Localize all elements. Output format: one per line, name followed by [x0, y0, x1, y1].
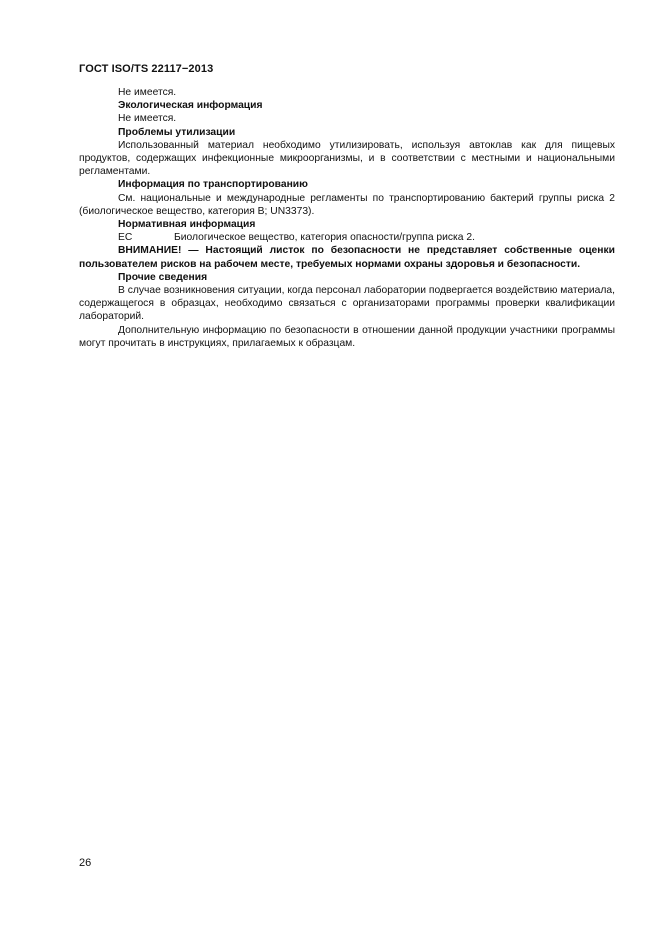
normative-text: Биологическое вещество, категория опасности/группа риска 2. [174, 232, 475, 244]
heading-other-information: Прочие сведения [118, 271, 208, 283]
paragraph-not-available-1: Не имеется. [118, 87, 177, 98]
paragraph-not-available-2: Не имеется. [118, 113, 177, 125]
heading-disposal: Проблемы утилизации [118, 126, 236, 138]
paragraph-other-2: Дополнительную информацию по безопасности в отношении данной продукции участники программы могут прочитать в инструкциях, прилагаемых к образцам. [79, 324, 615, 349]
warning-notice: ВНИМАНИЕ! — Настоящий листок по безопасности не представляет собственные оценки пользователем рисков на рабочем месте, требуемых нормами охраны здоровья и безопасности. [79, 245, 615, 270]
paragraph-disposal: Использованный материал необходимо утилизировать, используя автоклав как для пищевых продуктов, содержащих инфекционные микроорганизмы, и в соответствии с местными и национальными регламентами. [79, 139, 615, 178]
heading-transport: Информация по транспортированию [118, 179, 308, 191]
normative-abbreviation: ЕС [118, 232, 133, 244]
paragraph-normative [79, 231, 615, 244]
page-number: 26 [79, 857, 92, 869]
standard-designation: ГОСТ ISO/TS 22117−2013 [79, 63, 214, 75]
paragraph-transport: См. национальные и международные регламенты по транспортированию бактерий группы риска 2 (биологическое вещество, категория B; UN3373). [79, 192, 615, 217]
heading-normative: Нормативная информация [118, 219, 256, 231]
paragraph-other-1: В случае возникновения ситуации, когда персонал лаборатории подвергается воздействию материала, содержащегося в образцах, необходимо связаться с организаторами программы проверки квалификации лабораторий. [79, 285, 615, 323]
heading-ecological-information: Экологическая информация [118, 100, 263, 112]
document-body [79, 86, 615, 350]
